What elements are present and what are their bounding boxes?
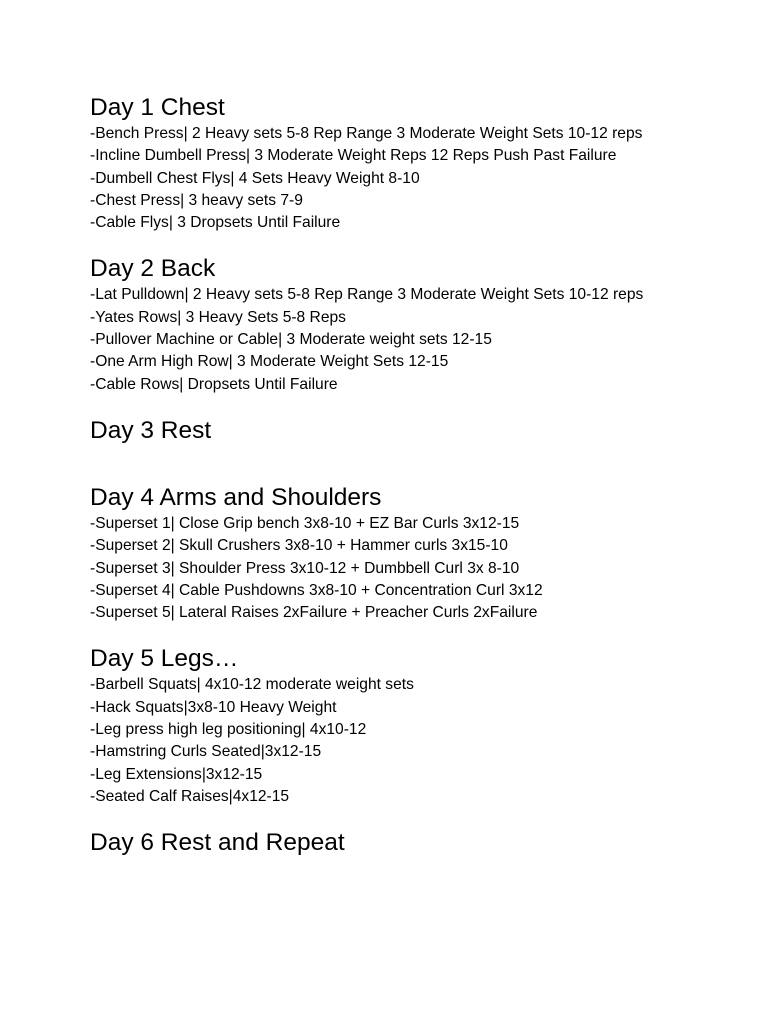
day-section-2	[90, 253, 750, 395]
exercise-item: -Superset 4| Cable Pushdowns 3x8-10 + Concentration Curl 3x12	[90, 581, 543, 599]
day-title: Day 5 Legs…	[90, 645, 239, 673]
exercise-item: -Superset 1| Close Grip bench 3x8-10 + EZ Bar Curls 3x12-15	[90, 514, 520, 532]
exercise-item: -Superset 5| Lateral Raises 2xFailure + Preacher Curls 2xFailure	[90, 604, 538, 622]
exercise-item: -Seated Calf Raises|4x12-15	[90, 787, 290, 805]
exercise-item: -Leg Extensions|3x12-15	[90, 765, 263, 783]
exercise-list	[90, 513, 750, 624]
day-title: Day 4 Arms and Shoulders	[90, 483, 382, 511]
exercise-item: -Cable Flys| 3 Dropsets Until Failure	[90, 214, 341, 232]
section-spacer	[90, 446, 750, 482]
exercise-item: -Yates Rows| 3 Heavy Sets 5-8 Reps	[90, 308, 346, 326]
day-section-3	[90, 415, 750, 447]
section-spacer	[90, 808, 750, 827]
exercise-list	[90, 123, 750, 234]
exercise-item: -Lat Pulldown| 2 Heavy sets 5-8 Rep Range 3 Moderate Weight Sets 10-12 reps	[90, 286, 644, 304]
exercise-item: -One Arm High Row| 3 Moderate Weight Sets 12-15	[90, 353, 449, 371]
exercise-item: -Barbell Squats| 4x10-12 moderate weight sets	[90, 676, 414, 694]
exercise-item: -Leg press high leg positioning| 4x10-12	[90, 721, 367, 739]
exercise-item: -Cable Rows| Dropsets Until Failure	[90, 375, 338, 393]
day-title: Day 2 Back	[90, 255, 216, 283]
day-section-4	[90, 482, 750, 624]
exercise-list	[90, 284, 750, 395]
exercise-item: -Hamstring Curls Seated|3x12-15	[90, 743, 322, 761]
section-spacer	[90, 624, 750, 643]
exercise-item: -Superset 2| Skull Crushers 3x8-10 + Hammer curls 3x15-10	[90, 537, 508, 555]
day-title: Day 3 Rest	[90, 416, 212, 444]
exercise-item: -Dumbell Chest Flys| 4 Sets Heavy Weight 8-10	[90, 169, 420, 187]
day-section-5	[90, 643, 750, 808]
exercise-item: -Chest Press| 3 heavy sets 7-9	[90, 191, 303, 209]
day-section-1	[90, 92, 750, 234]
day-title: Day 1 Chest	[90, 94, 225, 121]
section-spacer	[90, 234, 750, 253]
section-spacer	[90, 396, 750, 415]
exercise-item: -Bench Press| 2 Heavy sets 5-8 Rep Range 3 Moderate Weight Sets 10-12 reps	[90, 125, 643, 142]
exercise-item: -Pullover Machine or Cable| 3 Moderate weight sets 12-15	[90, 331, 492, 349]
exercise-item: -Superset 3| Shoulder Press 3x10-12 + Dumbbell Curl 3x 8-10	[90, 559, 520, 577]
day-title: Day 6 Rest and Repeat	[90, 829, 345, 857]
exercise-item: -Hack Squats|3x8-10 Heavy Weight	[90, 698, 337, 716]
exercise-list	[90, 674, 750, 808]
day-section-6	[90, 827, 750, 859]
workout-plan-document	[90, 92, 750, 858]
exercise-item: -Incline Dumbell Press| 3 Moderate Weight Reps 12 Reps Push Past Failure	[90, 147, 617, 165]
